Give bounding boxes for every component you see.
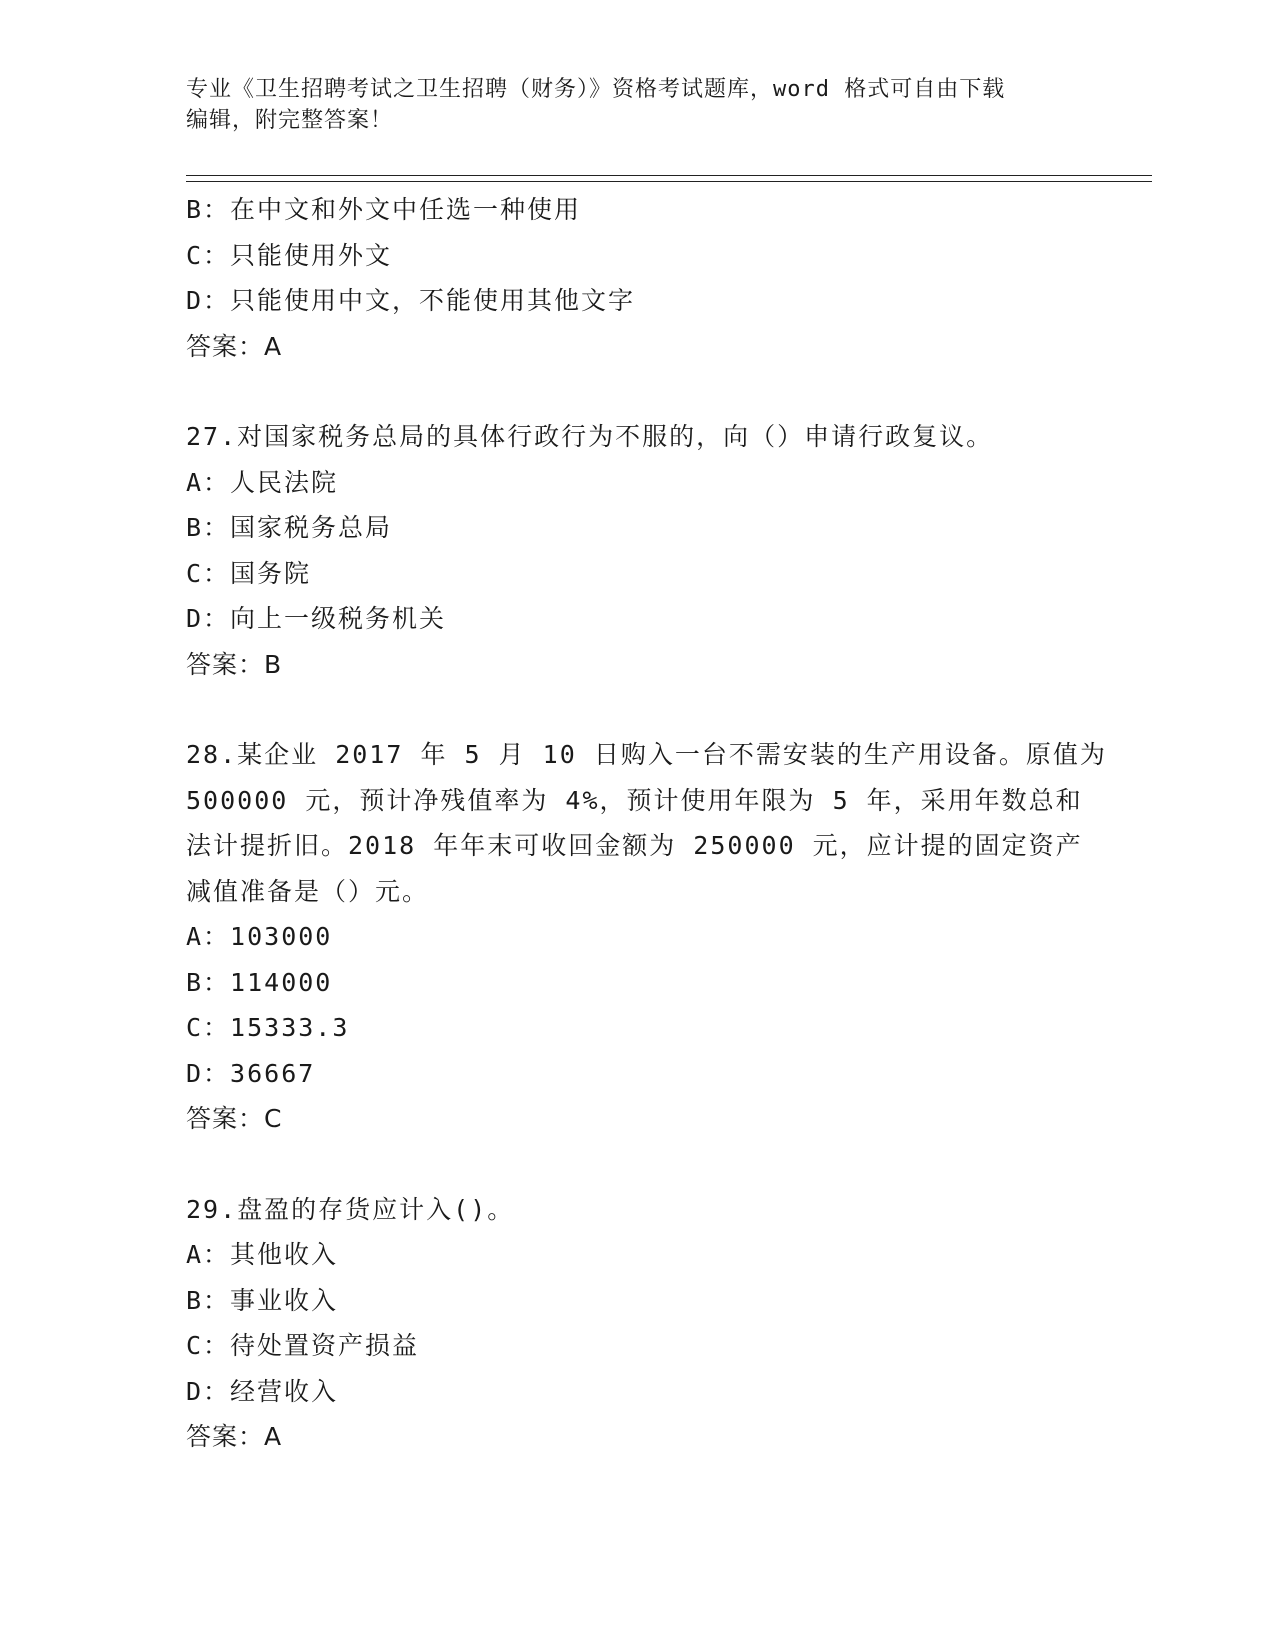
spacer	[186, 369, 1086, 414]
question-26	[186, 187, 1086, 369]
option-d: D：经营收入	[186, 1376, 339, 1406]
document-header	[186, 74, 1086, 136]
option-a: A：103000	[186, 922, 333, 951]
header-divider-bottom	[186, 181, 1152, 182]
spacer	[186, 1142, 1086, 1187]
question-text-line: 500000 元，预计净残值率为 4%，预计使用年限为 5 年，采用年数总和	[186, 785, 1083, 815]
option-d: D：向上一级税务机关	[186, 604, 447, 633]
question-29	[186, 1187, 1086, 1460]
question-text: 27.对国家税务总局的具体行政行为不服的，向（）申请行政复议。	[186, 422, 994, 451]
question-text-line: 减值准备是（）元。	[186, 876, 430, 906]
question-28	[186, 732, 1107, 1142]
header-divider-top	[186, 175, 1152, 176]
question-list	[186, 187, 1107, 1460]
answer-line: 答案：C	[186, 1104, 283, 1133]
option-a: A：其他收入	[186, 1240, 339, 1269]
answer-line: 答案：B	[186, 649, 283, 679]
question-text-line: 28.某企业 2017 年 5 月 10 日购入一台不需安装的生产用设备。原值为	[186, 740, 1107, 769]
option-c: C：只能使用外文	[186, 240, 393, 270]
answer-line: 答案：A	[186, 1422, 283, 1451]
option-c: C：待处置资产损益	[186, 1331, 420, 1360]
option-a: A：人民法院	[186, 467, 339, 497]
option-c: C：国务院	[186, 558, 312, 588]
question-text: 29.盘盈的存货应计入()。	[186, 1194, 515, 1224]
option-b: B：国家税务总局	[186, 513, 393, 542]
spacer	[186, 687, 1086, 732]
question-text	[186, 732, 1107, 914]
option-b: B：事业收入	[186, 1285, 339, 1315]
answer-line: 答案：A	[186, 331, 283, 361]
header-line-2: 编辑，附完整答案！	[186, 108, 394, 133]
option-c: C：15333.3	[186, 1013, 350, 1042]
option-d: D：36667	[186, 1058, 316, 1088]
option-d: D：只能使用中文，不能使用其他文字	[186, 286, 636, 315]
header-line-1: 专业《卫生招聘考试之卫生招聘（财务）》资格考试题库，word 格式可自由下载	[186, 77, 1006, 102]
question-27	[186, 414, 1086, 687]
option-b: B：在中文和外文中任选一种使用	[186, 195, 582, 224]
option-b: B：114000	[186, 967, 333, 997]
question-text-line: 法计提折旧。2018 年年末可收回金额为 250000 元，应计提的固定资产	[186, 831, 1083, 860]
